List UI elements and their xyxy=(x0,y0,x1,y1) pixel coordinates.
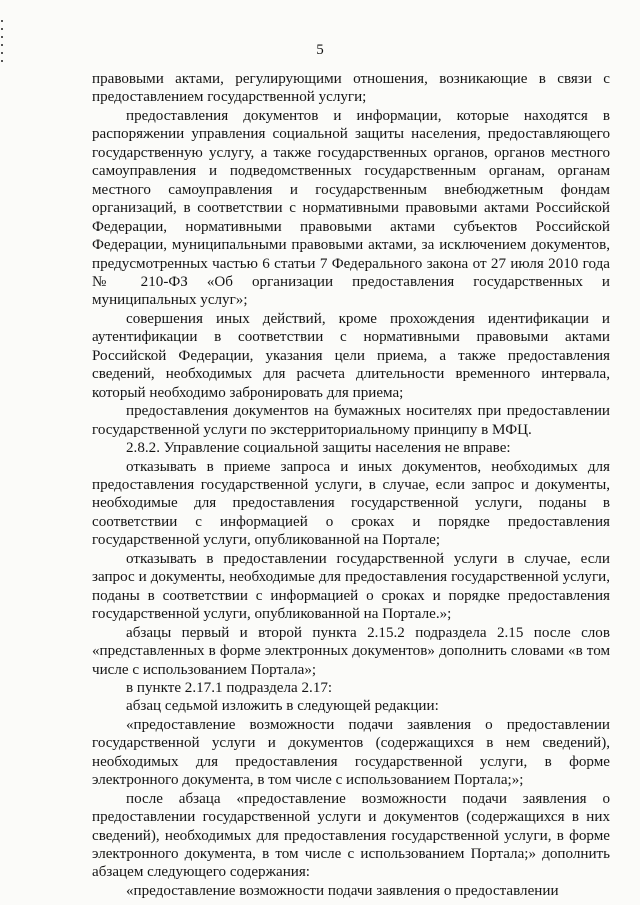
paragraph: отказывать в приеме запроса и иных документов, необходимых для предоставления государственной услуги, в случае, если запрос и документы, необходимые для предоставления государственной услуги, поданы в соответствии с информацией о сроках и порядке предоставления государственной услуги, опубликованной на Портале; xyxy=(92,458,610,549)
paragraph: предоставления документов на бумажных носителях при предоставлении государственной услуги по экстерриториальному принципу в МФЦ. xyxy=(92,403,610,438)
paragraph: после абзаца «предоставление возможности подачи заявления о предоставлении государственной услуги и документов (содержащихся в них сведений), необходимых для предоставления государственной услуги, в форме электронного документа, в том числе с использованием Портала;» дополнить абзацем следующего содержания: xyxy=(92,790,610,881)
paragraph: абзац седьмой изложить в следующей редакции: xyxy=(126,698,439,715)
document-body xyxy=(92,70,610,900)
section-heading: 2.8.2. Управление социальной защиты населения не вправе: xyxy=(126,440,511,457)
paragraph: в пункте 2.17.1 подраздела 2.17: xyxy=(126,679,333,696)
page-number: 5 xyxy=(316,42,324,58)
paragraph: «предоставление возможности подачи заявления о предоставлении государственной услуги и документов (содержащихся в нем сведений), необходимых для предоставления государственной услуги, в форме электронного документа, в том числе с использованием Портала;»; xyxy=(92,716,610,789)
paragraph: правовыми актами, регулирующими отношения, возникающие в связи с предоставлением государственной услуги; xyxy=(92,71,610,106)
paragraph: предоставления документов и информации, которые находятся в распоряжении управления социальной защиты населения, предоставляющего государственную услугу, а также государственных органов, органов местного самоуправления и подведомственных государственным органам, органам местного самоуправления и государственным внебюджетным фондам организаций, в соответствии с нормативными правовыми актами Российской Федерации, нормативными правовыми актами субъектов Российской Федерации, муниципальными правовыми актами, за исключением документов, предусмотренных частью 6 статьи 7 Федерального закона от 27 июля 2010 года № 210-ФЗ «Об организации предоставления государственных и муниципальных услуг»; xyxy=(92,107,610,309)
paragraph: абзацы первый и второй пункта 2.15.2 подраздела 2.15 после слов «представленных в форме электронных документов» дополнить словами «в том числе с использованием Портала»; xyxy=(92,624,610,678)
paragraph: совершения иных действий, кроме прохождения идентификации и аутентификации в соответствии с нормативными правовыми актами Российской Федерации, указания цели приема, а также предоставления сведений, необходимых для расчета длительности временного интервала, который необходимо забронировать для приема; xyxy=(92,310,610,401)
paragraph: отказывать в предоставлении государственной услуги в случае, если запрос и документы, необходимые для предоставления государственной услуги, поданы в соответствии с информацией о сроках и порядке предоставления государственной услуги, опубликованной на Портале.»; xyxy=(92,550,610,623)
paragraph: «предоставление возможности подачи заявления о предоставлении xyxy=(126,882,559,899)
